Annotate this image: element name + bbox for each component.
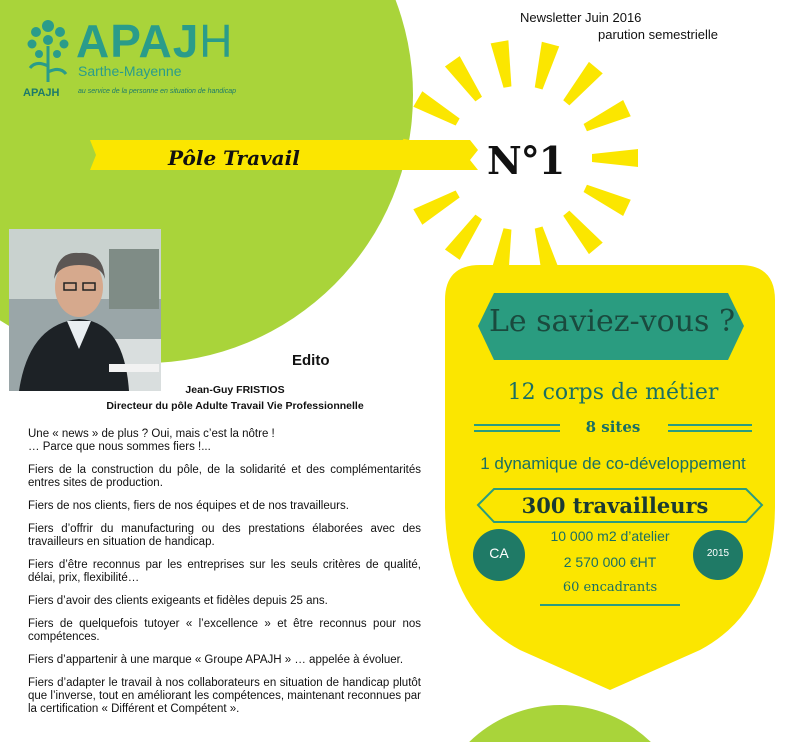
fact-trades: 12 corps de métier <box>507 380 719 405</box>
edito-title: Edito <box>292 352 330 369</box>
apajh-flower-icon <box>22 16 74 86</box>
year-label: 2015 <box>706 548 730 559</box>
sun-ray <box>563 211 603 255</box>
sun-ray <box>445 215 482 260</box>
issue-number: N°1 <box>487 138 565 183</box>
edito-paragraph: Fiers d’appartenir à une marque « Groupe APAJH » … appelée à évoluer. <box>28 654 404 666</box>
newsletter-title: Newsletter Juin 2016 <box>520 10 642 25</box>
edito-author-role: Directeur du pôle Adulte Travail Vie Professionnelle <box>106 400 364 412</box>
fact-revenue: 2 570 000 €HT <box>563 554 657 570</box>
sun-ray <box>413 91 459 125</box>
edito-paragraph: Fiers d’avoir des clients exigeants et fidèles depuis 25 ans. <box>28 595 328 607</box>
edito-author: Jean-Guy FRISTIOS <box>185 384 285 396</box>
sun-ray <box>584 100 631 131</box>
sun-ray <box>445 56 482 101</box>
logo-wordmark: APAJH <box>76 15 234 67</box>
sun-ray <box>535 42 559 90</box>
fact-sites: 8 sites <box>585 418 641 436</box>
sun-ray <box>563 62 603 106</box>
fact-dynamic: 1 dynamique de co-développement <box>480 454 746 473</box>
edito-paragraph: Fiers d’offrir du manufacturing ou des prestations élaborées avec des travailleurs en situation de handicap. <box>28 523 421 548</box>
fact-workers: 300 travailleurs <box>521 493 709 518</box>
fact-workshop: 10 000 m2 d’atelier <box>550 528 670 544</box>
logo-region: Sarthe-Mayenne <box>78 63 182 79</box>
edito-paragraph: Fiers d’être reconnus par les entreprises sur les seuls critères de qualité, délai, prix, flexibilité… <box>28 559 421 584</box>
edito-paragraph: Fiers de quelquefois tutoyer « l’excellence » et être reconnus pour nos compétences. <box>28 618 421 643</box>
sun-ray <box>491 40 512 88</box>
sun-ray <box>592 149 638 167</box>
facts-title: Le saviez-vous ? <box>488 304 736 339</box>
newsletter-subtitle: parution semestrielle <box>598 27 718 42</box>
director-portrait <box>9 229 161 391</box>
green-circle-bottom <box>430 705 690 742</box>
edito-paragraph: Une « news » de plus ? Oui, mais c’est la nôtre ! <box>28 428 275 440</box>
logo-small-label: APAJH <box>23 87 60 99</box>
sun-ray <box>584 185 631 216</box>
sun-ray <box>413 191 459 225</box>
edito-paragraph: Fiers d’adapter le travail à nos collaborateurs en situation de handicap plutôt que l’inverse, tout en améliorant les compétences, maintenant reconnues par la certification « Différent et Compétent ». <box>28 677 421 715</box>
section-label: Pôle Travail <box>168 146 300 170</box>
edito-paragraph: … Parce que nous sommes fiers !... <box>28 441 211 453</box>
edito-paragraph: Fiers de nos clients, fiers de nos équipes et de nos travailleurs. <box>28 500 349 512</box>
edito-paragraph: Fiers de la construction du pôle, de la solidarité et des complémentarités entres sites de production. <box>28 464 421 489</box>
fact-supervisors: 60 encadrants <box>562 580 658 595</box>
logo-tagline: au service de la personne en situation de handicap <box>78 88 236 95</box>
edito-body <box>28 428 421 726</box>
ca-label: CA <box>489 545 509 561</box>
